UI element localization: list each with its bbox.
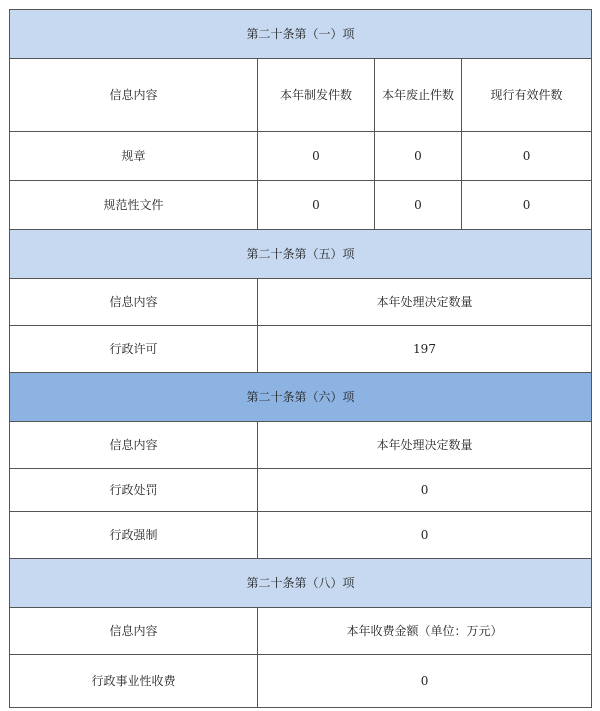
column-header-row xyxy=(10,422,592,469)
cell-value: 0 xyxy=(258,469,592,512)
cell-value: 0 xyxy=(258,132,375,181)
table-row xyxy=(10,181,592,230)
table-row xyxy=(10,132,592,181)
table-row xyxy=(10,469,592,512)
row-label: 行政处罚 xyxy=(10,469,258,512)
column-header-row xyxy=(10,608,592,655)
header-decision-count: 本年处理决定数量 xyxy=(258,422,592,469)
section-title-6: 第二十条第（六）项 xyxy=(10,373,592,422)
section-header-row xyxy=(10,230,592,279)
table-row xyxy=(10,512,592,559)
section-header-row xyxy=(10,559,592,608)
disclosure-table xyxy=(9,9,592,708)
table-row xyxy=(10,655,592,708)
cell-value: 0 xyxy=(375,181,462,230)
column-header-row xyxy=(10,279,592,326)
header-repealed-count: 本年废止件数 xyxy=(375,59,462,132)
cell-value: 0 xyxy=(258,655,592,708)
cell-value: 0 xyxy=(462,181,592,230)
column-header-row xyxy=(10,59,592,132)
cell-value: 0 xyxy=(258,181,375,230)
cell-value: 0 xyxy=(375,132,462,181)
cell-value: 197 xyxy=(258,326,592,373)
section-title-5: 第二十条第（五）项 xyxy=(10,230,592,279)
header-fee-amount: 本年收费金额（单位：万元） xyxy=(258,608,592,655)
row-label: 行政许可 xyxy=(10,326,258,373)
header-info-content: 信息内容 xyxy=(10,422,258,469)
section-title-8: 第二十条第（八）项 xyxy=(10,559,592,608)
row-label: 行政事业性收费 xyxy=(10,655,258,708)
section-header-row xyxy=(10,373,592,422)
section-title-1: 第二十条第（一）项 xyxy=(10,10,592,59)
row-label: 规范性文件 xyxy=(10,181,258,230)
table-row xyxy=(10,326,592,373)
header-info-content: 信息内容 xyxy=(10,59,258,132)
cell-value: 0 xyxy=(462,132,592,181)
section-header-row xyxy=(10,10,592,59)
cell-value: 0 xyxy=(258,512,592,559)
header-info-content: 信息内容 xyxy=(10,608,258,655)
header-valid-count: 现行有效件数 xyxy=(462,59,592,132)
row-label: 规章 xyxy=(10,132,258,181)
row-label: 行政强制 xyxy=(10,512,258,559)
header-decision-count: 本年处理决定数量 xyxy=(258,279,592,326)
header-info-content: 信息内容 xyxy=(10,279,258,326)
header-issued-count: 本年制发件数 xyxy=(258,59,375,132)
